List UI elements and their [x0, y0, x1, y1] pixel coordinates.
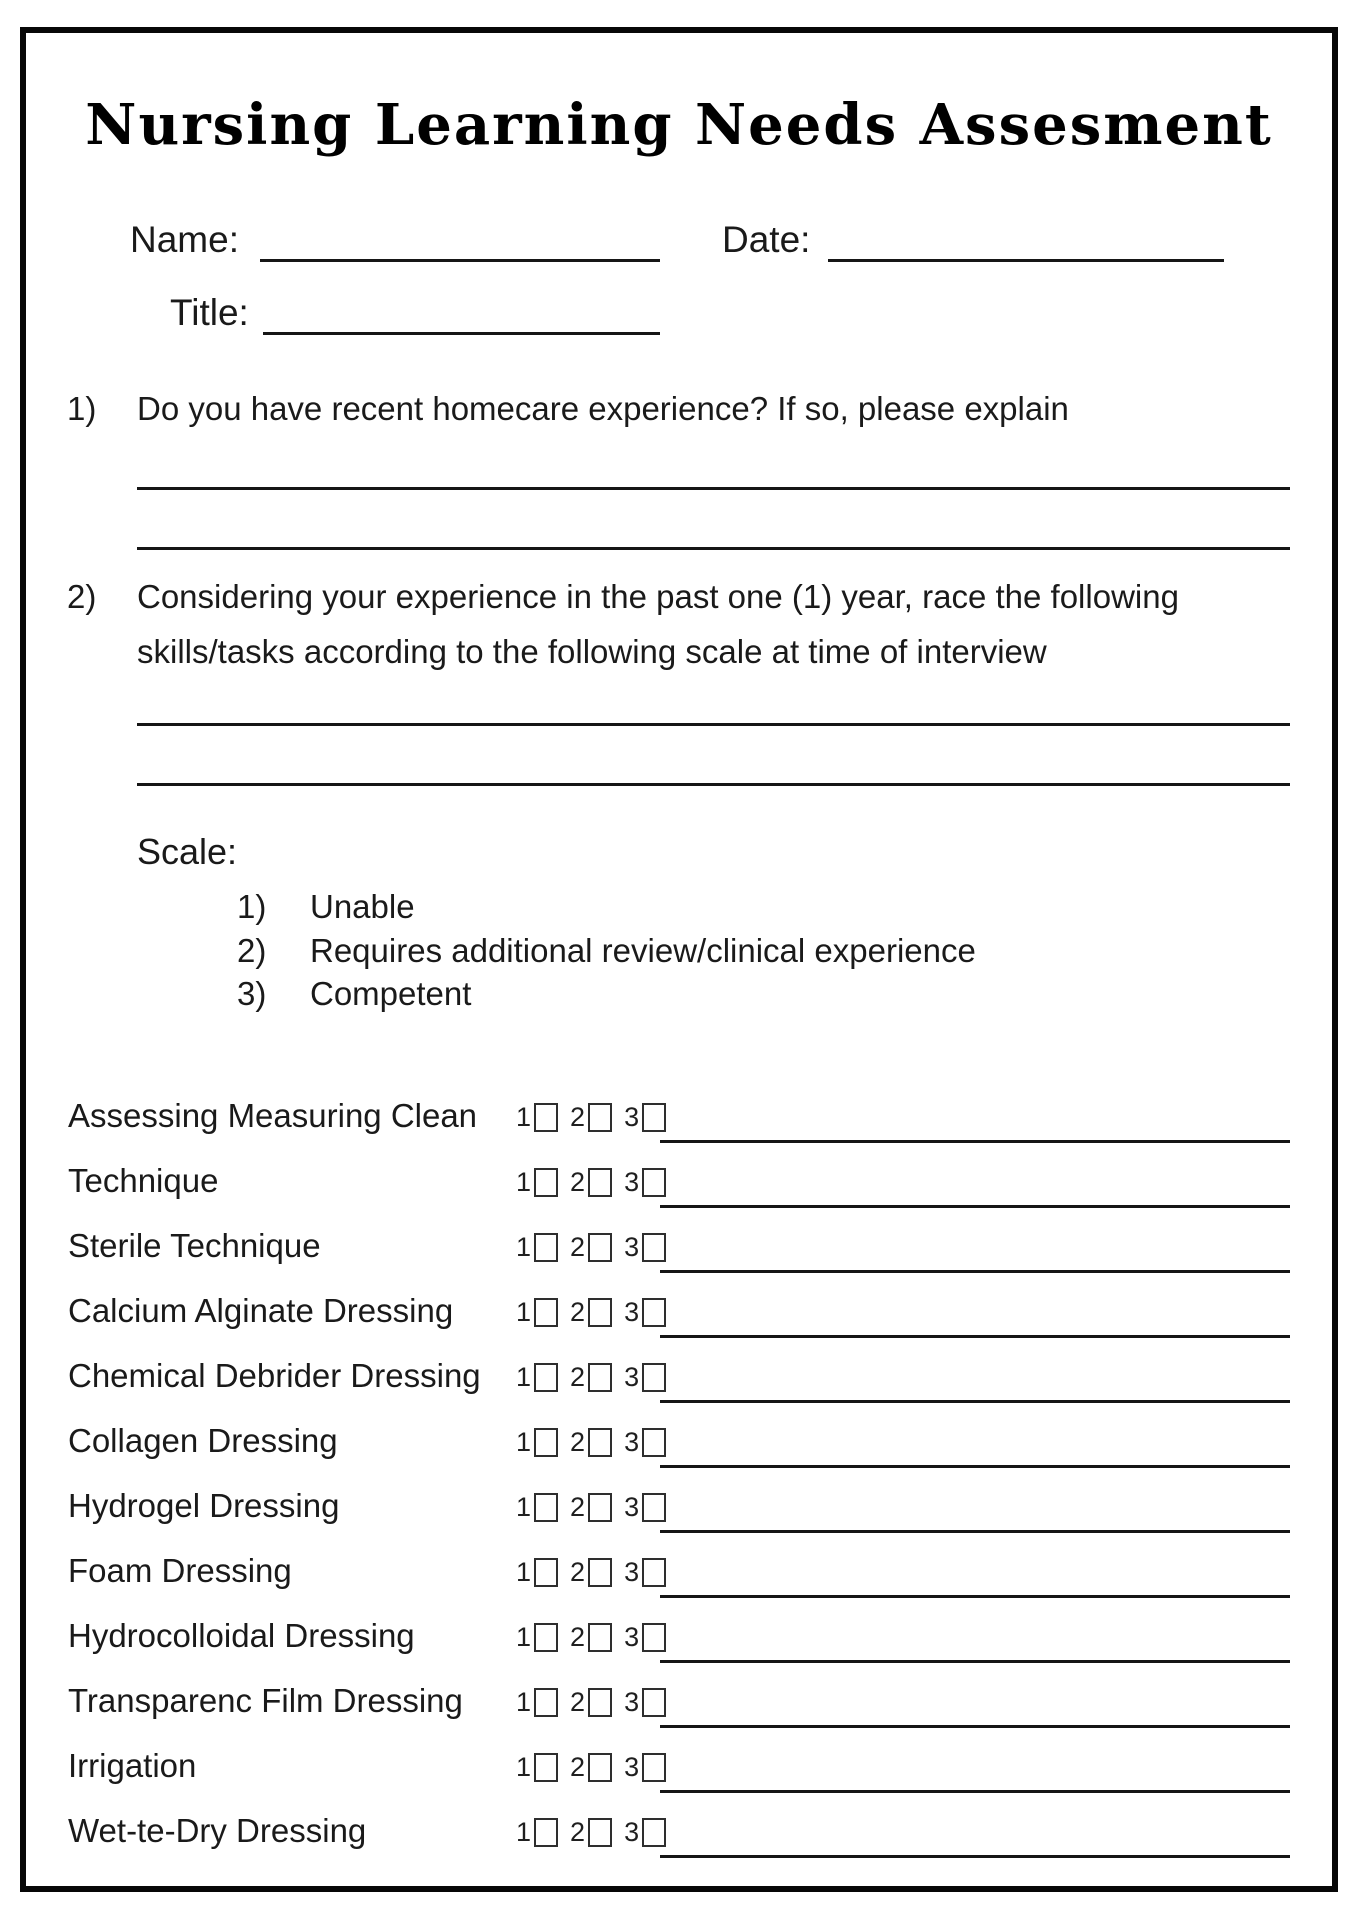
rating-3-checkbox[interactable] — [642, 1233, 666, 1262]
rating-2-label: 2 — [570, 1362, 586, 1392]
skill-comment-line[interactable] — [660, 1595, 1290, 1598]
skill-row — [0, 1738, 1358, 1803]
skill-comment-line[interactable] — [660, 1140, 1290, 1143]
skill-rating-group — [516, 1817, 678, 1848]
skill-comment-line[interactable] — [660, 1530, 1290, 1533]
skill-rating-group — [516, 1752, 678, 1783]
scale-item-number: 2) — [237, 932, 267, 969]
rating-1-checkbox[interactable] — [534, 1493, 558, 1522]
skill-label: Calcium Alginate Dressing — [68, 1292, 454, 1329]
rating-2-label: 2 — [570, 1622, 586, 1652]
rating-3-checkbox[interactable] — [642, 1818, 666, 1847]
skill-comment-line[interactable] — [660, 1400, 1290, 1403]
skill-label: Assessing Measuring Clean — [68, 1097, 478, 1134]
title-input-line[interactable] — [263, 332, 660, 335]
rating-2-checkbox[interactable] — [588, 1688, 612, 1717]
page-title: Nursing Learning Needs Assesment — [85, 92, 1273, 158]
rating-1-checkbox[interactable] — [534, 1233, 558, 1262]
title-label: Title: — [170, 292, 249, 333]
skill-rating-group — [516, 1167, 678, 1198]
skill-label: Irrigation — [68, 1747, 197, 1784]
skill-comment-line[interactable] — [660, 1270, 1290, 1273]
skill-row — [0, 1478, 1358, 1543]
rating-1-label: 1 — [516, 1427, 532, 1457]
skill-label: Hydrocolloidal Dressing — [68, 1617, 415, 1654]
skill-row — [0, 1088, 1358, 1153]
rating-3-checkbox[interactable] — [642, 1493, 666, 1522]
question-2-number: 2) — [67, 578, 97, 615]
name-input-line[interactable] — [260, 259, 660, 262]
skill-comment-line[interactable] — [660, 1465, 1290, 1468]
rating-2-label: 2 — [570, 1102, 586, 1132]
skill-rating-group — [516, 1687, 678, 1718]
rating-1-label: 1 — [516, 1622, 532, 1652]
rating-1-checkbox[interactable] — [534, 1363, 558, 1392]
rating-3-label: 3 — [624, 1167, 640, 1197]
rating-1-checkbox[interactable] — [534, 1298, 558, 1327]
rating-3-checkbox[interactable] — [642, 1558, 666, 1587]
rating-3-checkbox[interactable] — [642, 1363, 666, 1392]
skill-label: Collagen Dressing — [68, 1422, 338, 1459]
rating-1-label: 1 — [516, 1557, 532, 1587]
skill-label: Wet-te-Dry Dressing — [68, 1812, 367, 1849]
rating-3-label: 3 — [624, 1427, 640, 1457]
scale-item — [237, 888, 415, 926]
rating-1-label: 1 — [516, 1167, 532, 1197]
question-2-answer-line-1[interactable] — [137, 723, 1290, 726]
rating-1-checkbox[interactable] — [534, 1168, 558, 1197]
rating-3-checkbox[interactable] — [642, 1168, 666, 1197]
rating-3-label: 3 — [624, 1622, 640, 1652]
rating-2-label: 2 — [570, 1752, 586, 1782]
rating-2-checkbox[interactable] — [588, 1103, 612, 1132]
skill-label: Sterile Technique — [68, 1227, 321, 1264]
rating-3-label: 3 — [624, 1362, 640, 1392]
rating-3-checkbox[interactable] — [642, 1688, 666, 1717]
rating-2-label: 2 — [570, 1687, 586, 1717]
rating-2-label: 2 — [570, 1557, 586, 1587]
rating-3-checkbox[interactable] — [642, 1753, 666, 1782]
rating-1-checkbox[interactable] — [534, 1558, 558, 1587]
scale-item-number: 3) — [237, 975, 267, 1012]
question-1-answer-line-2[interactable] — [137, 547, 1290, 550]
rating-3-checkbox[interactable] — [642, 1298, 666, 1327]
rating-3-label: 3 — [624, 1102, 640, 1132]
date-input-line[interactable] — [828, 259, 1224, 262]
skill-row — [0, 1153, 1358, 1218]
rating-1-checkbox[interactable] — [534, 1688, 558, 1717]
rating-2-checkbox[interactable] — [588, 1818, 612, 1847]
rating-1-label: 1 — [516, 1102, 532, 1132]
rating-3-checkbox[interactable] — [642, 1623, 666, 1652]
rating-2-checkbox[interactable] — [588, 1753, 612, 1782]
rating-2-label: 2 — [570, 1232, 586, 1262]
rating-1-label: 1 — [516, 1752, 532, 1782]
rating-3-label: 3 — [624, 1492, 640, 1522]
scale-item-label: Competent — [310, 975, 472, 1012]
skill-rating-group — [516, 1102, 678, 1133]
scale-item-number: 1) — [237, 888, 267, 925]
rating-2-checkbox[interactable] — [588, 1558, 612, 1587]
question-1-answer-line-1[interactable] — [137, 487, 1290, 490]
question-1-text: Do you have recent homecare experience? If so, please explain — [137, 390, 1069, 427]
rating-1-checkbox[interactable] — [534, 1753, 558, 1782]
rating-2-label: 2 — [570, 1297, 586, 1327]
rating-3-checkbox[interactable] — [642, 1428, 666, 1457]
skill-rating-group — [516, 1362, 678, 1393]
skill-row — [0, 1803, 1358, 1868]
rating-2-checkbox[interactable] — [588, 1428, 612, 1457]
skill-rating-group — [516, 1557, 678, 1588]
rating-1-label: 1 — [516, 1297, 532, 1327]
skill-rating-group — [516, 1622, 678, 1653]
skill-row — [0, 1673, 1358, 1738]
skill-comment-line[interactable] — [660, 1660, 1290, 1663]
skill-label: Hydrogel Dressing — [68, 1487, 340, 1524]
question-1-number: 1) — [67, 390, 97, 427]
rating-2-checkbox[interactable] — [588, 1168, 612, 1197]
rating-1-checkbox[interactable] — [534, 1103, 558, 1132]
skill-rating-group — [516, 1297, 678, 1328]
skill-row — [0, 1348, 1358, 1413]
scale-item — [237, 975, 471, 1013]
rating-3-label: 3 — [624, 1557, 640, 1587]
skill-label: Technique — [68, 1162, 219, 1199]
name-label: Name: — [130, 219, 239, 260]
rating-1-checkbox[interactable] — [534, 1428, 558, 1457]
rating-3-label: 3 — [624, 1232, 640, 1262]
skill-row — [0, 1218, 1358, 1283]
rating-2-checkbox[interactable] — [588, 1623, 612, 1652]
scale-label: Scale: — [137, 831, 238, 872]
skill-row — [0, 1413, 1358, 1478]
rating-3-label: 3 — [624, 1752, 640, 1782]
rating-3-label: 3 — [624, 1687, 640, 1717]
skill-comment-line[interactable] — [660, 1205, 1290, 1208]
scale-item-label: Unable — [310, 888, 415, 925]
question-2-text-line-1: Considering your experience in the past one (1) year, race the following — [137, 578, 1179, 615]
rating-1-label: 1 — [516, 1687, 532, 1717]
rating-3-checkbox[interactable] — [642, 1103, 666, 1132]
rating-2-label: 2 — [570, 1167, 586, 1197]
skill-row — [0, 1283, 1358, 1348]
rating-3-label: 3 — [624, 1817, 640, 1847]
rating-2-label: 2 — [570, 1427, 586, 1457]
scale-item-label: Requires additional review/clinical experience — [310, 932, 976, 969]
skill-label: Chemical Debrider Dressing — [68, 1357, 481, 1394]
skill-row — [0, 1543, 1358, 1608]
skill-comment-line[interactable] — [660, 1790, 1290, 1793]
rating-1-label: 1 — [516, 1492, 532, 1522]
skill-label: Transparenc Film Dressing — [68, 1682, 463, 1719]
rating-1-label: 1 — [516, 1362, 532, 1392]
rating-2-checkbox[interactable] — [588, 1493, 612, 1522]
skill-rating-group — [516, 1232, 678, 1263]
rating-2-checkbox[interactable] — [588, 1363, 612, 1392]
rating-2-label: 2 — [570, 1492, 586, 1522]
rating-3-label: 3 — [624, 1297, 640, 1327]
question-2-answer-line-2[interactable] — [137, 783, 1290, 786]
skill-rating-group — [516, 1427, 678, 1458]
rating-1-label: 1 — [516, 1232, 532, 1262]
rating-1-checkbox[interactable] — [534, 1818, 558, 1847]
rating-2-checkbox[interactable] — [588, 1233, 612, 1262]
rating-1-label: 1 — [516, 1817, 532, 1847]
question-2-text-line-2: skills/tasks according to the following scale at time of interview — [137, 633, 1047, 670]
date-label: Date: — [722, 219, 811, 260]
scale-item — [237, 932, 976, 970]
skill-rating-group — [516, 1492, 678, 1523]
skill-comment-line[interactable] — [660, 1855, 1290, 1858]
skill-row — [0, 1608, 1358, 1673]
rating-2-checkbox[interactable] — [588, 1298, 612, 1327]
skill-comment-line[interactable] — [660, 1725, 1290, 1728]
skill-comment-line[interactable] — [660, 1335, 1290, 1338]
skill-label: Foam Dressing — [68, 1552, 292, 1589]
rating-1-checkbox[interactable] — [534, 1623, 558, 1652]
rating-2-label: 2 — [570, 1817, 586, 1847]
